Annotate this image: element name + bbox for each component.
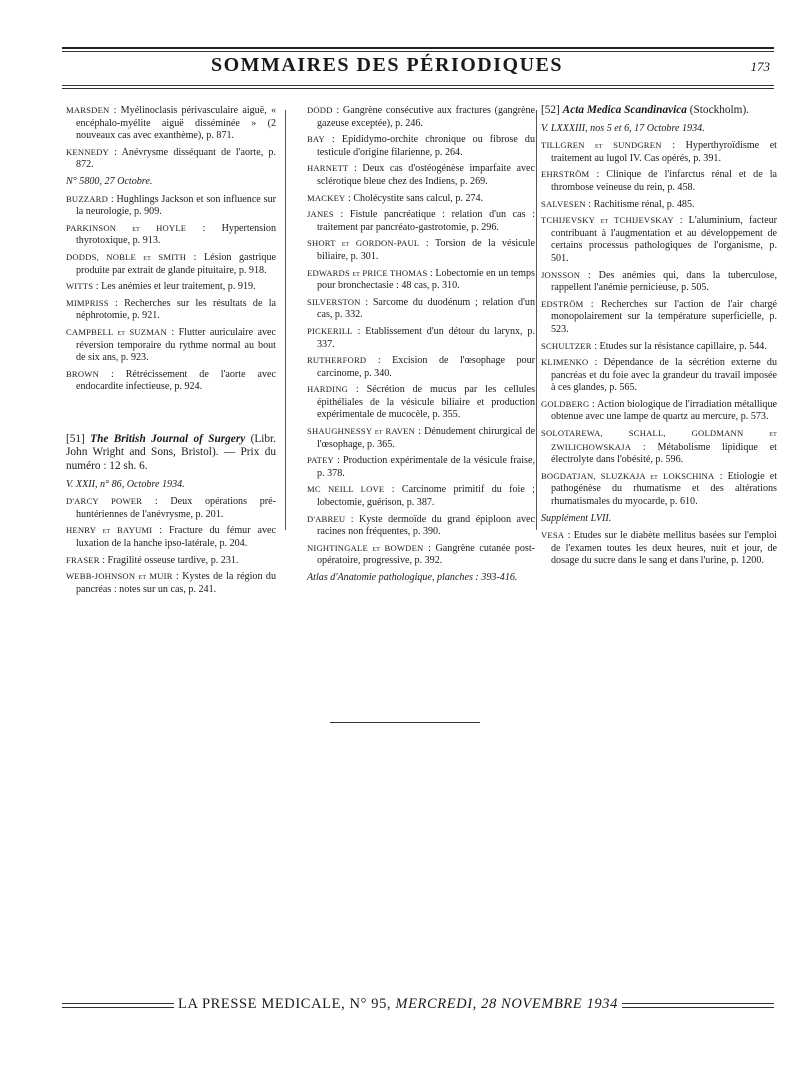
citation-title: Hypertension thyrotoxique, p. 913. [76,222,276,247]
citation-entry: FRASER : Fragilité osseuse tardive, p. 231. [66,554,239,566]
citation-entry: MARSDEN : Myélinoclasis périvasculaire aiguë, « encéphalo-myélite aiguë disséminée » (2 nouveaux cas avec exanthème), p. 871. [66,105,276,142]
citation-entry: D'ABREU : Kyste dermoïde du grand épiploon avec racines non fréquentes, p. 390. [307,513,535,538]
citation-title: Métabolisme lipidique et électrolyte dans l'obésité, p. 596. [551,441,777,466]
citation-author: GOLDBERG [541,398,590,409]
citation-title: Production expérimentale de la vésicule fraise, p. 378. [317,455,535,479]
citation-author: MC NEILL LOVE [307,484,385,495]
citation-title: L'aluminium, facteur contribuant à l'augmentation et au développement de certains processus pathologiques de l'organisme, p. 501. [551,215,777,264]
citation-title: Recherches sur l'action de l'air chargé monopolairement sur la température superficielle, p. 523. [551,298,778,335]
citation-entry: SHORT et GORDON-PAUL : Torsion de la vésicule biliaire, p. 301. [307,238,536,262]
citation-title: Deux opérations pré-huntériennes de l'anévrysme, p. 201. [76,496,276,520]
citation-title: Dépendance de la sécrétion externe du pancréas et du foie avec la grandeur du travail imposée à ces glandes, p. 565. [551,357,777,394]
citation-title: Hughlings Jackson et son influence sur la neurologie, p. 909. [76,193,276,218]
citation-author: MACKEY [307,192,346,203]
citation-author: SOLOTAREWA, SCHALL, GOLDMANN et ZWILICHOWSKAJA [541,428,777,452]
citation-entry: SALVESEN : Rachitisme rénal, p. 485. [541,198,695,210]
issue-subheading: Supplément LVII. [541,512,612,524]
citation-title: Fracture du fémur avec luxation de la hanche ipso-latérale, p. 204. [76,525,276,550]
citation-entry: MC NEILL LOVE : Carcinome primitif du foie ; lobectomie, guérison, p. 387. [307,484,535,509]
citation-title: Excision de l'œsophage pour carcinome, p. 340. [317,355,535,379]
citation-author: NIGHTINGALE et BOWDEN [307,542,424,553]
citation-entry: KENNEDY : Anévrysme disséquant de l'aorte, p. 872. [66,146,277,171]
citation-author: RUTHERFORD [307,355,367,366]
citation-author: BUZZARD [66,193,108,204]
citation-author: BOGDATJAN, SLUZKAJA et LOKSCHINA [541,470,715,481]
citation-author: D'ARCY POWER [66,496,143,507]
footer-line [178,996,618,1013]
citation-title: Etudes sur le diabète mellitus basées sur l'emploi de l'examen toutes les deux heures, nuit et jour, de dosage du sucre dans le sang et dans l'urine, p. 1200. [551,530,777,567]
journal-title: Acta Medica Scandinavica [562,104,687,116]
header-rule-top-inner [62,51,774,52]
citation-entry: EHRSTRÖM : Clinique de l'infarctus rénal et de la thrombose veineuse du rein, p. 458. [541,169,777,193]
header-rule-bottom [62,85,774,86]
citation-title: Etablissement d'un détour du larynx, p. 337. [317,325,535,350]
citation-title: Action biologique de l'irradiation métallique obtenue avec une lampe de quartz au mercure, p. 573. [551,398,777,423]
citation-entry: VESA : Etudes sur le diabète mellitus basées sur l'emploi de l'examen toutes les deux heures, nuit et jour, de dosage du sucre dans le sang et dans l'urine, p. 1200. [541,530,777,567]
citation-entry: SOLOTAREWA, SCHALL, GOLDMANN et ZWILICHOWSKAJA : Métabolisme lipidique et électrolyte dans l'obésité, p. 596. [541,428,777,466]
citation-author: EDSTRÖM [541,298,584,309]
issue-subheading: N° 5800, 27 Octobre. [66,175,153,187]
citation-author: PARKINSON et HOYLE [66,222,187,233]
citation-author: JANES [307,209,334,220]
journal-info: (Stockholm). [689,104,750,116]
citation-title: Lésion gastrique produite par extrait de glande pituitaire, p. 918. [76,251,276,276]
issue-subheading: V. LXXXIII, nos 5 et 6, 17 Octobre 1934. [541,122,705,134]
citation-author: SILVERSTON [307,296,361,307]
citation-entry: CAMPBELL et SUZMAN : Flutter auriculaire avec réversion temporaire du rythme normal au bout de six ans, p. 923. [66,326,276,364]
citation-author: HARNETT [307,163,349,174]
citation-title: Cholécystite sans calcul, p. 274. [353,192,484,204]
citation-entry: SCHULTZER : Etudes sur la résistance capillaire, p. 544. [541,340,767,352]
citation-author: D'ABREU [307,513,346,524]
citation-entry: EDWARDS et PRICE THOMAS : Lobectomie en un temps pour bronchectasie : 48 cas, p. 310. [307,267,535,292]
citation-author: SCHULTZER [541,340,592,351]
citation-author: DODD [307,105,333,115]
citation-entry: PARKINSON et HOYLE : Hypertension thyrotoxique, p. 913. [66,222,276,247]
citation-entry: WITTS : Les anémies et leur traitement, p. 919. [66,281,256,293]
citation-entry: RUTHERFORD : Excision de l'œsophage pour carcinome, p. 340. [307,355,535,379]
citation-entry: NIGHTINGALE et BOWDEN : Gangrène cutanée post-opératoire, progressive, p. 392. [307,542,535,567]
footer-journal: LA PRESSE MEDICALE, [178,996,346,1012]
citation-entry: BOGDATJAN, SLUZKAJA et LOKSCHINA : Etiologie et pathogénèse du rhumatisme et des altérations rhumatismales du myocarde, p. 610. [541,470,778,508]
citation-entry: PICKERILL : Etablissement d'un détour du larynx, p. 337. [307,325,535,350]
column-right [541,104,777,571]
citation-title: Lobectomie en un temps pour bronchectasie : 48 cas, p. 310. [317,267,535,292]
citation-author: EDWARDS et PRICE THOMAS [307,267,428,278]
journal-heading [66,433,276,474]
citation-title: Carcinome primitif du foie ; lobectomie, guérison, p. 387. [317,484,535,509]
footer-rule-right [622,1003,774,1004]
citation-author: VESA [541,530,565,541]
citation-entry: BROWN : Rétrécissement de l'aorte avec endocardite infectieuse, p. 924. [66,368,277,393]
citation-note: Atlas d'Anatomie pathologique, planches : 393-416. [307,572,518,583]
citation-entry: BUZZARD : Hughlings Jackson et son influence sur la neurologie, p. 909. [66,193,276,218]
citation-author: DODDS, NOBLE et SMITH [66,251,187,262]
citation-title: Deux cas d'ostéogénèse imparfaite avec sclérotique bleue chez des Indiens, p. 269. [317,163,535,187]
journal-number: [52] [541,104,560,116]
citation-entry: JANES : Fistule pancréatique : relation d'un cas : traitement par pancréato-gastrotomie, p. 296. [307,209,535,233]
citation-entry: SHAUGHNESSY et RAVEN : Dénudement chirurgical de l'œsophage, p. 365. [307,426,535,450]
citation-title: Kystes de la région du pancréas : notes sur un cas, p. 241. [76,571,276,595]
citation-entry: MACKEY : Cholécystite sans calcul, p. 274. [307,192,484,204]
citation-entry: HARDING : Sécrétion de mucus par les cellules épithéliales de la vésicule biliaire et production expérimentale de mucocèle, p. 355. [307,384,535,421]
citation-entry: BAY : Epididymo-orchite chronique ou fibrose du testicule d'origine filarienne, p. 264. [307,134,535,158]
citation-author: BAY [307,134,325,145]
header-rule-bottom-inner [62,88,774,89]
citation-entry: D'ARCY POWER : Deux opérations pré-huntériennes de l'anévrysme, p. 201. [66,496,276,520]
citation-title: Myélinoclasis périvasculaire aiguë, « encéphalo-myélite aiguë disséminée » (2 nouveaux cas avec exanthème), p. 871. [76,105,276,142]
citation-entry: KLIMENKO : Dépendance de la sécrétion externe du pancréas et du foie avec la grandeur du travail imposée à ces glandes, p. 565. [541,357,777,394]
citation-title: Gangrène cutanée post-opératoire, progressive, p. 392. [317,542,535,567]
citation-author: HARDING [307,384,349,395]
citation-author: TILLGREN et SUNDGREN [541,140,662,151]
citation-entry: HARNETT : Deux cas d'ostéogénèse imparfaite avec sclérotique bleue chez des Indiens, p. 269. [307,163,535,187]
citation-author: SHAUGHNESSY et RAVEN [307,426,416,437]
journal-heading [541,104,777,118]
citation-title: Rachitisme rénal, p. 485. [593,198,695,210]
citation-author: CAMPBELL et SUZMAN [66,326,167,337]
citation-entry: EDSTRÖM : Recherches sur l'action de l'air chargé monopolairement sur la température superficielle, p. 523. [541,298,778,335]
citation-author: TCHIJEVSKY et TCHIJEVSKAY [541,215,674,226]
citation-entry: SILVERSTON : Sarcome du duodénum ; relation d'un cas, p. 332. [307,296,535,321]
citation-author: MIMPRISS [66,297,109,308]
citation-title: Torsion de la vésicule biliaire, p. 301. [317,238,536,262]
citation-author: FRASER [66,554,100,565]
citation-title: Les anémies et leur traitement, p. 919. [101,281,256,293]
column-divider-left [285,110,286,530]
column-left [66,104,276,599]
citation-author: HENRY et BAYUMI [66,525,153,536]
citation-author: PICKERILL [307,325,353,336]
citation-entry: WEBB-JOHNSON et MUIR : Kystes de la région du pancréas : notes sur un cas, p. 241. [66,571,276,595]
end-of-articles-rule [330,722,480,723]
citation-entry: JONSSON : Des anémies qui, dans la tuberculose, rappellent l'anémie pernicieuse, p. 505. [541,269,777,294]
citation-author: KENNEDY [66,146,109,157]
citation-author: BROWN [66,368,99,379]
citation-author: WITTS [66,281,94,292]
citation-author: JONSSON [541,269,581,280]
citation-title: Clinique de l'infarctus rénal et de la thrombose veineuse du rein, p. 458. [551,169,777,193]
citation-entry: PATEY : Production expérimentale de la vésicule fraise, p. 378. [307,455,535,479]
citation-title: Recherches sur les résultats de la néphrotomie, p. 921. [76,297,276,322]
journal-title: The British Journal of Surgery [90,432,246,445]
citation-entry: TILLGREN et SUNDGREN : Hyperthyroïdisme et traitement au lugol IV. Cas opérés, p. 391. [541,140,777,164]
citation-entry: HENRY et BAYUMI : Fracture du fémur avec luxation de la hanche ipso-latérale, p. 204. [66,525,276,550]
citation-author: EHRSTRÖM [541,169,590,180]
column-divider-right [536,110,537,530]
footer-number: N° 95, [349,996,392,1012]
citation-title: Epididymo-orchite chronique ou fibrose du testicule d'origine filarienne, p. 264. [317,134,535,158]
column-middle [307,104,535,589]
issue-subheading: V. XXII, n° 86, Octobre 1934. [66,478,185,490]
citation-title: Kyste dermoïde du grand épiploon avec racines non fréquentes, p. 390. [317,513,535,538]
citation-title: Des anémies qui, dans la tuberculose, rappellent l'anémie pernicieuse, p. 505. [551,269,777,294]
citation-entry: DODDS, NOBLE et SMITH : Lésion gastrique produite par extrait de glande pituitaire, p. 918. [66,251,276,276]
footer-rule-right-2 [622,1007,774,1008]
page-number: 173 [750,59,770,74]
citation-title: Gangrène consécutive aux fractures (gangrène gazeuse exceptée), p. 246. [317,105,535,129]
citation-title: Sécrétion de mucus par les cellules épithéliales de la vésicule biliaire et production expérimentale de mucocèle, p. 355. [317,384,535,421]
citation-author: SHORT et GORDON-PAUL [307,238,420,249]
citation-author: PATEY [307,455,334,466]
citation-title: Etudes sur la résistance capillaire, p. 544. [599,340,767,352]
citation-entry: DODD : Gangrène consécutive aux fractures (gangrène gazeuse exceptée), p. 246. [307,105,535,129]
citation-title: Anévrysme disséquant de l'aorte, p. 872. [76,146,277,171]
citation-title: Fragilité osseuse tardive, p. 231. [107,554,239,566]
page-title: SOMMAIRES DES PÉRIODIQUES [210,54,563,76]
citation-author: MARSDEN [66,105,110,115]
citation-title: Dénudement chirurgical de l'œsophage, p. 365. [317,426,535,450]
citation-title: Fistule pancréatique : relation d'un cas : traitement par pancréato-gastrotomie, p. 296. [317,209,535,233]
footer-rule-left-2 [62,1007,174,1008]
citation-title: Hyperthyroïdisme et traitement au lugol IV. Cas opérés, p. 391. [551,140,777,164]
citation-title: Flutter auriculaire avec réversion temporaire du rythme normal au bout de six ans, p. 923. [76,326,276,364]
footer-rule-left [62,1003,174,1004]
citation-title: Etiologie et pathogénèse du rhumatisme et des altérations rhumatismales du myocarde, p. 610. [551,470,778,508]
citation-author: WEBB-JOHNSON et MUIR [66,571,173,582]
citation-title: Sarcome du duodénum ; relation d'un cas, p. 332. [317,296,535,321]
citation-author: KLIMENKO [541,357,589,368]
citation-title: Rétrécissement de l'aorte avec endocardite infectieuse, p. 924. [76,368,277,393]
journal-number: [51] [66,432,85,445]
journal-info: (Libr. John Wright and Sons, Bristol). — Prix du numéro : 12 sh. 6. [66,432,277,473]
footer-date: MERCREDI, 28 NOVEMBRE 1934 [395,996,618,1012]
citation-entry: TCHIJEVSKY et TCHIJEVSKAY : L'aluminium, facteur contribuant à l'augmentation et au développement de certains processus pathologiques de l'organisme, p. 501. [541,215,777,264]
section-spacer [66,397,276,433]
header-rule-top [62,47,774,49]
citation-entry: MIMPRISS : Recherches sur les résultats de la néphrotomie, p. 921. [66,297,276,322]
citation-author: SALVESEN [541,198,586,209]
citation-entry: GOLDBERG : Action biologique de l'irradiation métallique obtenue avec une lampe de quartz au mercure, p. 573. [541,398,777,423]
